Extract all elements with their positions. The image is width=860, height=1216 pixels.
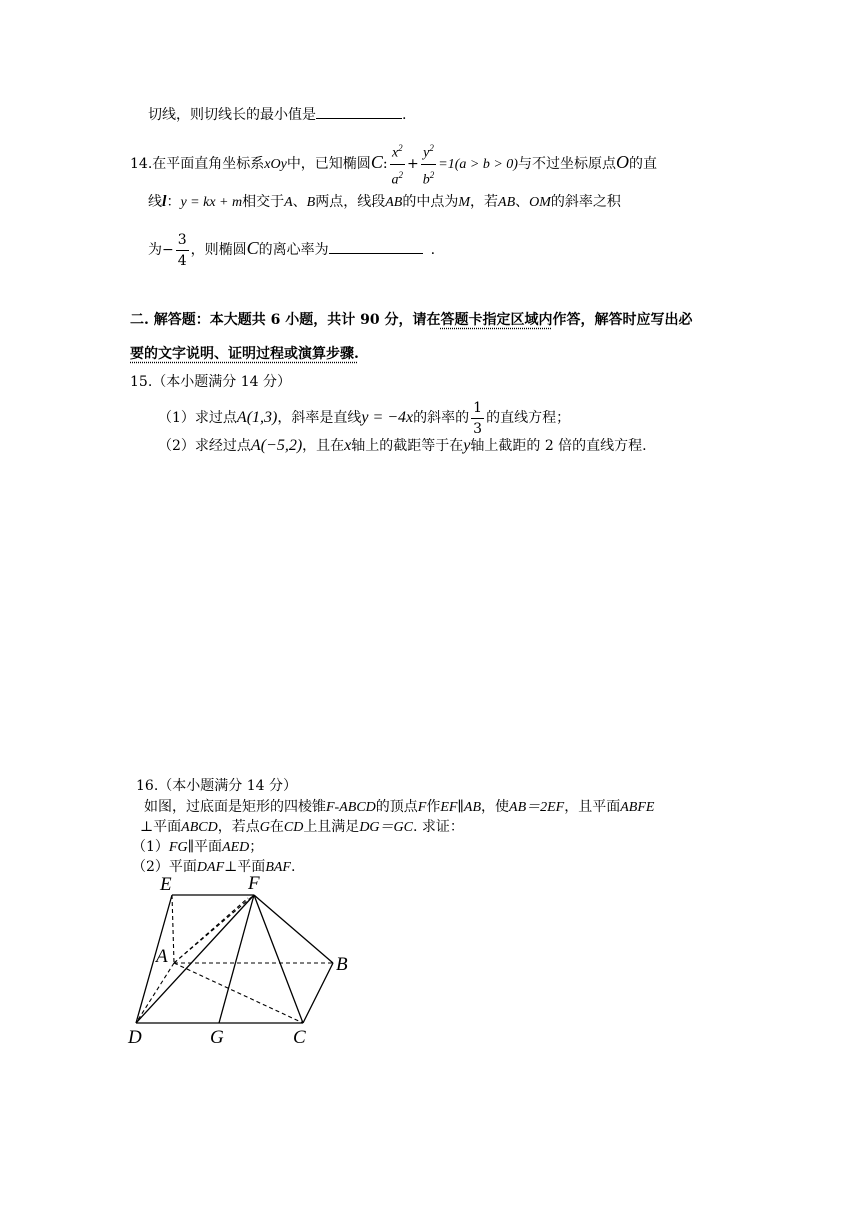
label-A: A (156, 946, 168, 967)
edge-BC (303, 963, 333, 1023)
q14-line2: 线l：y = kx + m相交于A、B两点，线段AB的中点为M，若AB、OM的斜率之积 (148, 193, 621, 210)
answer-blank-13[interactable] (316, 104, 402, 119)
q15-part1: （1）求过点A(1,3)，斜率是直线y = −4x的斜率的 $\frac{1}{3}$ 的直线方程； (158, 399, 571, 437)
q14-line3: 为− $\frac{3}{4}$ ，则椭圆C的离心率为 . (148, 231, 436, 269)
slope-product-fraction: $\frac{3}{4}$ (177, 231, 187, 269)
label-E: E (160, 874, 172, 895)
label-B: B (336, 954, 348, 975)
ellipse-x-fraction: $\frac{x^2}{a^2}$ (390, 138, 406, 190)
section-heading-line1: 二. 解答题：本大题共 6 小题，共计 90 分，请在答题卡指定区域内作答，解答时应写出必 (130, 312, 693, 328)
q14-line1: 14.在平面直角坐标系xOy中，已知椭圆C: $\frac{x^2}{a^2}$ + $\frac{y^2}{b^2}$ =1(a > b > 0)与不过坐标原点O的直 (130, 138, 657, 182)
ellipse-y-fraction: $\frac{y^2}{b^2}$ (421, 138, 437, 190)
edge-FC (254, 895, 303, 1023)
label-C: C (293, 1027, 306, 1048)
section-heading-line2: 要的文字说明、证明过程或演算步骤. (130, 346, 359, 362)
answer-blank-14[interactable] (329, 239, 423, 254)
edge-AD (136, 963, 174, 1023)
q16-claim2: （2）平面DAF⊥平面BAF. (132, 859, 296, 875)
label-F: F (248, 873, 260, 894)
q16-claim1: （1）FG∥平面AED； (132, 839, 264, 855)
edge-FB (254, 895, 333, 963)
q15-part2: （2）求经过点A(−5,2)，且在x轴上的截距等于在y轴上截距的 2 倍的直线方程. (158, 437, 647, 454)
q16-body-line2: ⊥平面ABCD，若点G在CD上且满足DG＝GC. 求证： (140, 819, 464, 835)
edge-AG-aux (174, 898, 248, 963)
label-D: D (128, 1027, 142, 1048)
q15-title: 15.（本小题满分 14 分） (130, 374, 291, 390)
q16-title: 16.（本小题满分 14 分） (136, 778, 297, 794)
edge-EA (172, 895, 174, 963)
slope-ratio-fraction: $\frac{1}{3}$ (473, 399, 483, 437)
label-G: G (210, 1027, 224, 1048)
q16-body-line1: 如图，过底面是矩形的四棱锥F-ABCD的顶点F作EF∥AB，使AB＝2EF，且平面ABFE (144, 799, 655, 815)
pyramid-figure (120, 868, 360, 1048)
q13-tail: 切线，则切线长的最小值是 . (148, 104, 406, 125)
